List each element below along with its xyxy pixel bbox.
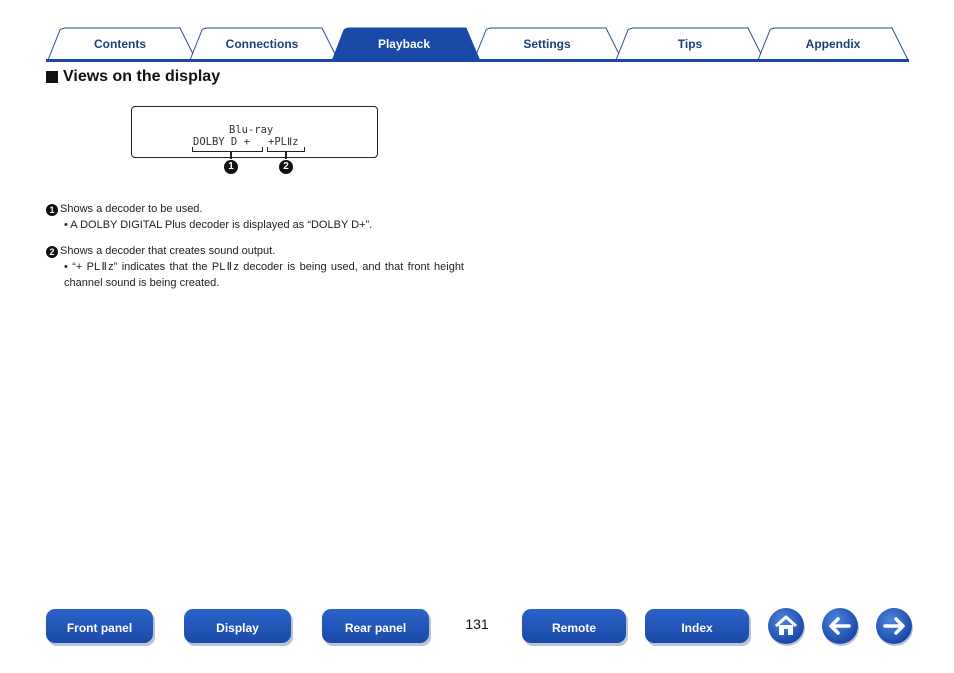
arrow-right-icon — [876, 608, 912, 644]
tab-playback-label: Playback — [377, 37, 431, 51]
display-button[interactable]: Display — [184, 609, 291, 643]
callout-line-1 — [230, 152, 232, 159]
tab-connections[interactable] — [200, 28, 324, 60]
back-button[interactable] — [822, 608, 858, 644]
page-number: 131 — [465, 616, 489, 632]
remote-button[interactable]: Remote — [522, 609, 626, 643]
item-2-description — [46, 243, 275, 259]
item-2-text: Shows a decoder that creates sound output. — [60, 245, 276, 257]
callout-2: 2 — [279, 160, 293, 174]
forward-button[interactable] — [876, 608, 912, 644]
home-icon — [768, 608, 804, 644]
tab-contents[interactable] — [58, 28, 182, 60]
bracket-decoder — [192, 147, 263, 152]
display-line-decoder: DOLBY D + — [193, 136, 250, 148]
display-line-output: +PLⅡz — [268, 136, 299, 148]
display-line-source: Blu-ray — [229, 124, 274, 136]
tab-settings-label: Settings — [523, 37, 571, 51]
index-button[interactable]: Index — [645, 609, 749, 643]
item-1-number: 1 — [46, 204, 58, 216]
tab-bar — [0, 0, 954, 64]
tab-tips[interactable] — [628, 28, 752, 60]
tab-contents-label: Contents — [94, 37, 146, 51]
item-1-bullet: • A DOLBY DIGITAL Plus decoder is displayed as “DOLBY D+”. — [64, 219, 373, 231]
item-2-number: 2 — [46, 246, 58, 258]
home-button[interactable] — [768, 608, 804, 644]
tab-appendix-label: Appendix — [805, 37, 861, 51]
front-panel-button[interactable]: Front panel — [46, 609, 153, 643]
tab-appendix[interactable] — [770, 28, 896, 60]
item-1-description — [46, 201, 202, 217]
tab-settings[interactable] — [485, 28, 609, 60]
arrow-left-icon — [822, 608, 858, 644]
black-square-icon — [46, 71, 58, 83]
section-heading — [46, 68, 220, 86]
item-1-text: Shows a decoder to be used. — [60, 203, 203, 215]
item-2-bullet: • “+ PLⅡz” indicates that the PLⅡz decoder is being used, and that front height channel sound is being created. — [64, 261, 464, 289]
section-title: Views on the display — [63, 68, 221, 85]
callout-line-2 — [285, 152, 287, 159]
tab-tips-label: Tips — [677, 37, 703, 51]
rear-panel-button[interactable]: Rear panel — [322, 609, 429, 643]
callout-1: 1 — [224, 160, 238, 174]
tab-connections-label: Connections — [225, 37, 299, 51]
tab-playback[interactable] — [342, 28, 466, 60]
